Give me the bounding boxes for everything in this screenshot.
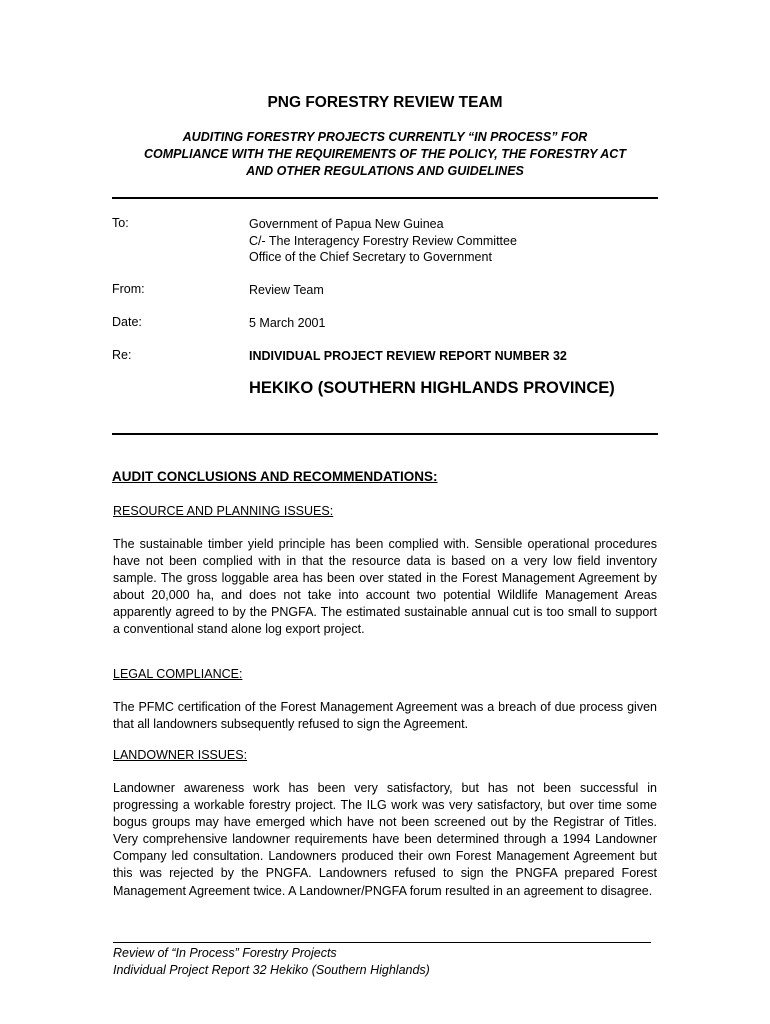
subtitle-line: COMPLIANCE WITH THE REQUIREMENTS OF THE POLICY, THE FORESTRY ACT [144, 147, 626, 161]
legal-heading: LEGAL COMPLIANCE: [113, 667, 243, 681]
resource-paragraph: The sustainable timber yield principle has been complied with. Sensible operational procedures have not been complied with in that the resource data is based on a very low field inventory sample. The gross loggable area has been over stated in the Forest Management Agreement by about 20,000 ha, and does not take into account two potential Wildlife Management Areas apparently agreed to by the PNGFA. The estimated sustainable annual cut is too small to support a conventional stand alone log export project. [113, 537, 657, 637]
legal-paragraph: The PFMC certification of the Forest Management Agreement was a breach of due process given that all landowners subsequently refused to sign the Agreement. [113, 700, 657, 732]
footer-line: Review of “In Process” Forestry Projects [113, 946, 337, 960]
to-label: To: [112, 216, 129, 230]
date-value: 5 March 2001 [249, 316, 326, 330]
subtitle-line: AND OTHER REGULATIONS AND GUIDELINES [246, 164, 524, 178]
to-recipient [249, 216, 517, 266]
to-line: Government of Papua New Guinea [249, 217, 444, 231]
landowner-heading: LANDOWNER ISSUES: [113, 748, 248, 762]
resource-heading: RESOURCE AND PLANNING ISSUES: [113, 504, 334, 518]
page-footer [113, 945, 430, 979]
subtitle-line: AUDITING FORESTRY PROJECTS CURRENTLY “IN PROCESS” FOR [182, 130, 588, 144]
document-title: PNG FORESTRY REVIEW TEAM [267, 94, 503, 111]
project-title: HEKIKO (SOUTHERN HIGHLANDS PROVINCE) [249, 379, 615, 397]
footer-divider [113, 942, 651, 943]
to-line: Office of the Chief Secretary to Government [249, 250, 492, 264]
document-subtitle [105, 129, 665, 180]
audit-heading: AUDIT CONCLUSIONS AND RECOMMENDATIONS: [112, 469, 438, 484]
re-value: INDIVIDUAL PROJECT REVIEW REPORT NUMBER 32 [249, 349, 567, 363]
to-line: C/- The Interagency Forestry Review Committee [249, 233, 517, 248]
landowner-paragraph: Landowner awareness work has been very satisfactory, but has not been successful in progressing a workable forestry project. The ILG work was very satisfactory, but over time some bogus groups may have emerged which have not been screened out by the Registrar of Titles. Very comprehensive landowner requirements have been determined through a 1994 Landowner Company led consultation. Landowners produced their own Forest Management Agreement but this was rejected by the PNGFA. Landowners refused to sign the PNGFA prepared Forest Management Agreement twice. A Landowner/PNGFA forum resulted in an agreement to disagree. [113, 781, 657, 898]
date-label: Date: [112, 315, 142, 329]
header-bottom-divider [112, 433, 658, 435]
footer-line: Individual Project Report 32 Hekiko (Southern Highlands) [113, 963, 430, 977]
top-divider [112, 197, 658, 199]
from-value: Review Team [249, 283, 324, 297]
re-label: Re: [112, 348, 132, 362]
from-label: From: [112, 282, 145, 296]
